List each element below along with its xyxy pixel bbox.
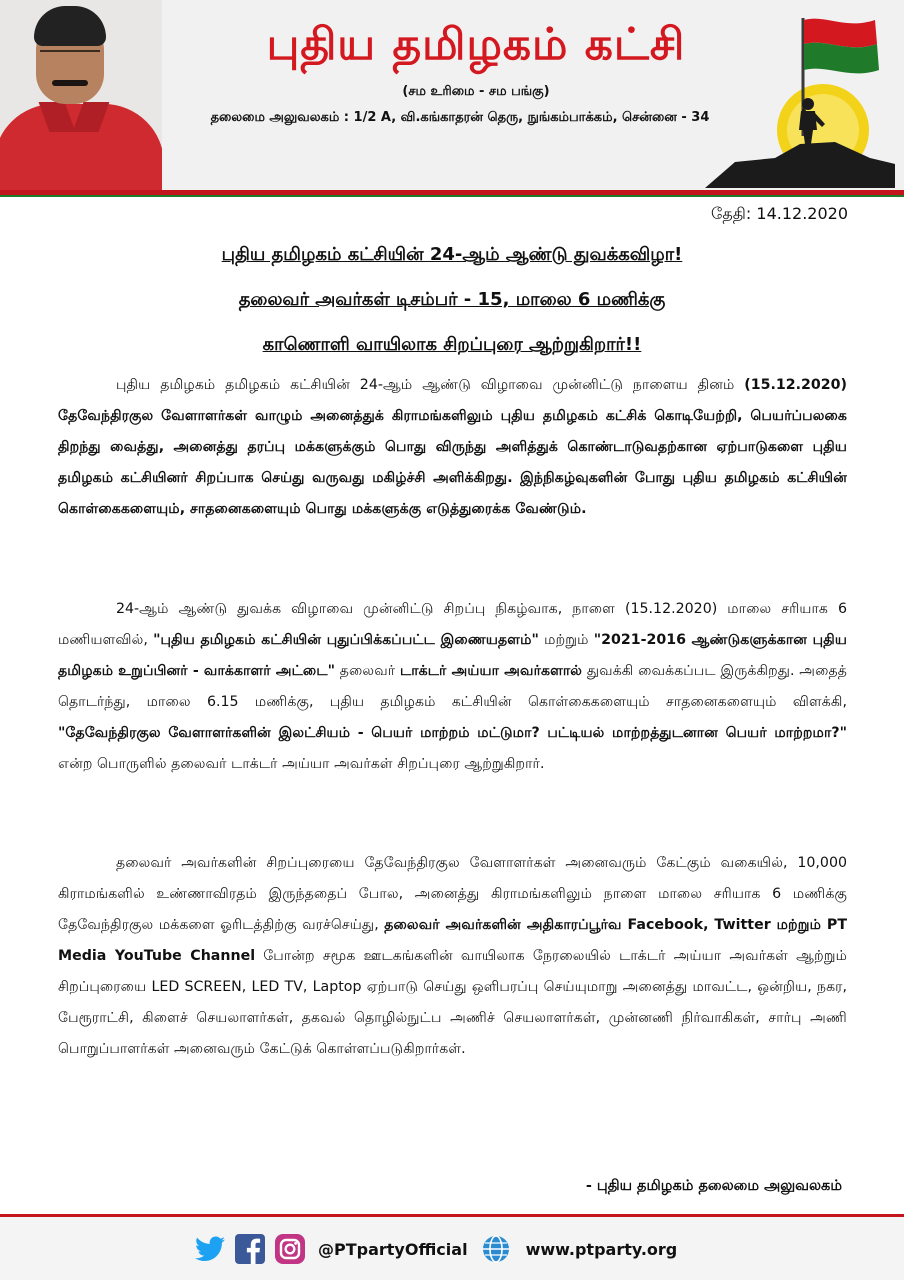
leader-portrait (0, 0, 162, 190)
party-name: புதிய தமிழகம் கட்சி (266, 19, 686, 70)
paragraph-3-text-1: தலைவர் அவர்களின் சிறப்புரையை தேவேந்திரகுல வேளாளர்கள் அனைவரும் கேட்கும் வகையில், 10,000 கிராமங்களில் உண்ணாவிரதம் இருந்ததைப் போல, அனைத்து கிராமங்களிலும் நாளை மாலை சரியாக 6 மணிக்கு தேவேந்திரகுல மக்களை ஓரிடத்திற்கு வரச்செய்து, (58, 855, 847, 933)
hq-address: தலைமை அலுவலகம் : 1/2 A, வி.கங்காதரன் தெரு, நுங்கம்பாக்கம், சென்னை - 34 (210, 110, 710, 125)
letterhead (0, 0, 904, 190)
headline-1: புதிய தமிழகம் கட்சியின் 24-ஆம் ஆண்டு துவக்கவிழா! (221, 244, 683, 265)
globe-icon (480, 1233, 512, 1265)
paragraph-2-bold-topic: "தேவேந்திரகுல வேளாளர்களின் இலட்சியம் - பெயர் மாற்றம் மட்டுமா? பட்டியல் மாற்றத்துடனான பெயர் மாற்றமா?" (58, 725, 847, 741)
paragraph-2-text-4: துவக்கி வைக்கப்பட இருக்கிறது. அதைத் தொடர்ந்து, மாலை 6.15 மணிக்கு, புதிய தமிழகம் கட்சியின் கொள்கைகளையும் சாதனைகளையும் விளக்கி, (58, 663, 847, 710)
headline-3: காணொளி வாயிலாக சிறப்புரை ஆற்றுகிறார்!! (262, 334, 642, 355)
paragraph-2-text-2: மற்றும் (538, 632, 594, 648)
paragraph-1-bold: (15.12.2020) தேவேந்திரகுல வேளாளர்கள் வாழும் அனைத்துக் கிராமங்களிலும் புதிய தமிழகம் கட்சிக் கொடியேற்றி, பெயர்ப்பலகை திறந்து வைத்து, அனைத்து தரப்பு மக்களுக்கும் பொது விருந்து அளித்துக் கொண்டாடுவதற்கான ஏற்பாடுகளை புதிய தமிழகம் கட்சியினர் சிறப்பாக செய்து வருவது மகிழ்ச்சி அளிக்கிறது. இந்நிகழ்வுகளின் போது புதிய தமிழகம் கட்சியின் கொள்கைகளையும், சாதனைகளையும் பொது மக்களுக்கு எடுத்துரைக்க வேண்டும். (58, 377, 847, 517)
document-date: தேதி: 14.12.2020 (711, 204, 848, 223)
paragraph-2-text-3: தலைவர் (335, 663, 400, 679)
paragraph-3-bold-channels: தலைவர் அவர்களின் அதிகாரப்பூர்வ Facebook, Twitter மற்றும் PT Media YouTube Channel (58, 917, 848, 964)
paragraph-2 (58, 594, 847, 780)
paragraph-3 (58, 848, 847, 1065)
header-divider-accent (0, 195, 904, 197)
footer-bar (0, 1217, 904, 1280)
twitter-icon[interactable] (194, 1233, 226, 1265)
paragraph-2-text-1: 24-ஆம் ஆண்டு துவக்க விழாவை முன்னிட்டு சிறப்பு நிகழ்வாக, நாளை (15.12.2020) மாலை சரியாக 6 மணியளவில், (58, 601, 847, 648)
paragraph-3-text-2: போன்ற சமூக ஊடகங்களின் வாயிலாக நேரலையில் டாக்டர் அய்யா அவர்கள் ஆற்றும் சிறப்புரையை LED SCREEN, LED TV, Laptop ஏற்பாடு செய்து ஒளிபரப்பு செய்யுமாறு அனைத்து மாவட்ட, ஒன்றிய, நகர, பேரூராட்சி, கிளைச் செயலாளர்கள், தகவல் தொழில்நுட்ப அணிச் செயலாளர்கள், முன்னணி நிர்வாகிகள், சார்பு அணி பொறுப்பாளர்கள் அனைவரும் கேட்டுக் கொள்ளப்படுகிறார்கள். (58, 948, 848, 1057)
signature-line: - புதிய தமிழகம் தலைமை அலுவலகம் (585, 1178, 842, 1194)
website-link[interactable]: www.ptparty.org (525, 1239, 678, 1259)
social-links (194, 1231, 677, 1267)
party-motto: (சம உரிமை - சம பங்கு) (402, 84, 550, 99)
paragraph-2-bold-website: "புதிய தமிழகம் கட்சியின் புதுப்பிக்கப்பட்ட இணையதளம்" (153, 632, 539, 648)
facebook-icon[interactable] (234, 1233, 266, 1265)
social-handle[interactable]: @PTpartyOfficial (318, 1239, 468, 1259)
paragraph-2-bold-card: "2021-2016 ஆண்டுகளுக்கான புதிய தமிழகம் உறுப்பினர் - வாக்காளர் அட்டை" (58, 632, 848, 679)
instagram-icon[interactable] (274, 1233, 306, 1265)
paragraph-1-text: புதிய தமிழகம் தமிழகம் கட்சியின் 24-ஆம் ஆண்டு விழாவை முன்னிட்டு நாளைய தினம் (116, 377, 745, 393)
paragraph-2-text-5: என்ற பொருளில் தலைவர் டாக்டர் அய்யா அவர்கள் சிறப்புரை ஆற்றுகிறார். (58, 756, 545, 772)
paragraph-1 (58, 370, 847, 525)
headline-2: தலைவர் அவர்கள் டிசம்பர் - 15, மாலை 6 மணிக்கு (238, 289, 666, 310)
flag-bearer-emblem (705, 12, 895, 188)
paragraph-2-bold-leader: டாக்டர் அய்யா அவர்களால் (399, 663, 583, 679)
